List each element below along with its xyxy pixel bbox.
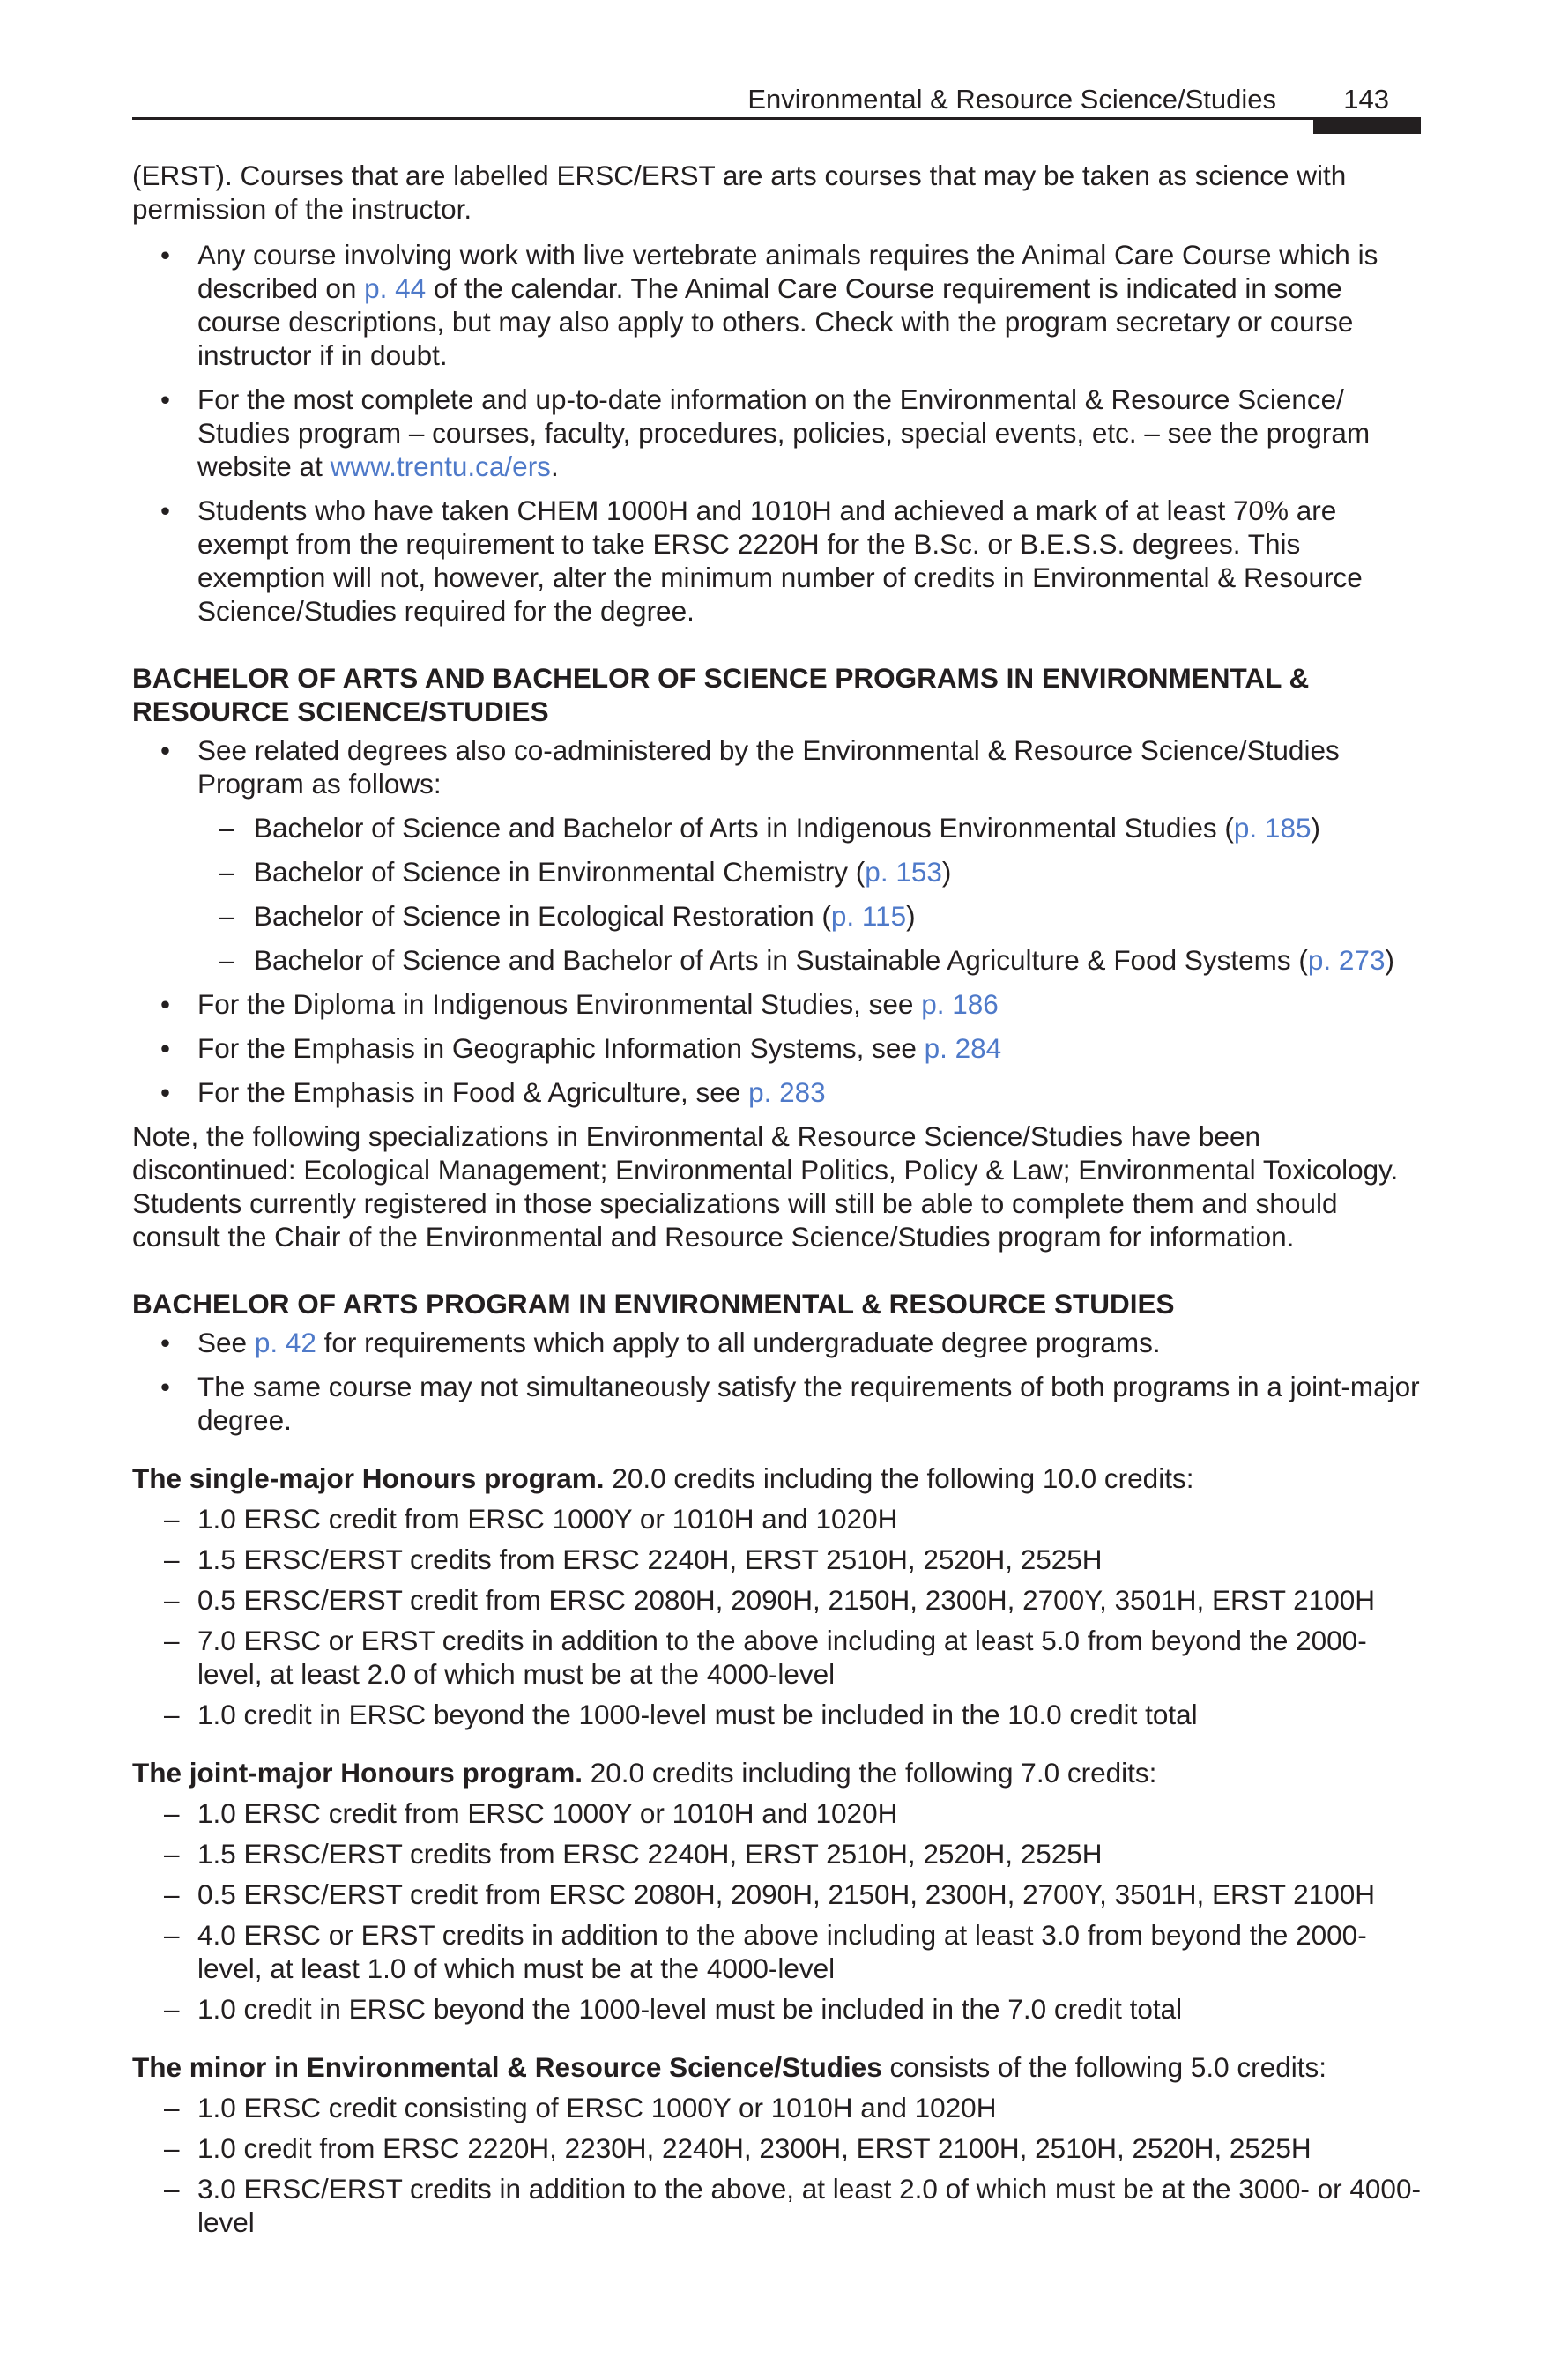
related-degree-text: ) (906, 900, 916, 932)
bullet-chem-exemption: • Students who have taken CHEM 1000H and 1010H and achieved a mark of at least 70% are exempt from the requirement to take ERSC 2220H for the B.Sc. or B.E.S.S. degrees. This exemption will not, however, alter the minimum number of credits in Environmental & Resource Science/Studies required for the degree. (132, 494, 1421, 628)
link-p42[interactable]: p. 42 (254, 1327, 316, 1358)
link-p153[interactable]: p. 153 (865, 856, 942, 888)
requirement-item: – 7.0 ERSC or ERST credits in addition to the above including at least 5.0 from beyond the 2000-level, at least 2.0 of which must be at the 4000-level (132, 1624, 1421, 1691)
bullet-text: For the Emphasis in Geographic Information Systems, see (197, 1032, 925, 1064)
bullet-text: For the most complete and up-to-date information on the Environmental & Resource Science/ Studies program – courses, faculty, procedures, policies, special events, etc. – see the program website at (197, 383, 1371, 482)
heading-ba: BACHELOR OF ARTS PROGRAM IN ENVIRONMENTAL & RESOURCE STUDIES (132, 1288, 1175, 1320)
link-p115[interactable]: p. 115 (830, 900, 907, 932)
page-number: 143 (1343, 84, 1389, 115)
bullet-food-emphasis (132, 1075, 1421, 1109)
requirement-item: – 1.5 ERSC/ERST credits from ERSC 2240H, ERST 2510H, 2520H, 2525H (132, 1543, 1421, 1576)
link-p185[interactable]: p. 185 (1233, 812, 1312, 844)
bullet-gis-emphasis (132, 1031, 1421, 1065)
link-p273[interactable]: p. 273 (1307, 944, 1386, 976)
running-header-title: Environmental & Resource Science/Studies (747, 84, 1276, 115)
joint-major-header (132, 1756, 1421, 1789)
requirement-item: – 1.0 credit from ERSC 2220H, 2230H, 2240H, 2300H, ERST 2100H, 2510H, 2520H, 2525H (132, 2131, 1421, 2165)
requirement-item: – 1.5 ERSC/ERST credits from ERSC 2240H, ERST 2510H, 2520H, 2525H (132, 1837, 1421, 1871)
link-p284[interactable]: p. 284 (924, 1032, 1002, 1064)
single-major-desc: 20.0 credits including the following 10.0 credits: (604, 1462, 1194, 1494)
requirement-item: – 3.0 ERSC/ERST credits in addition to the above, at least 2.0 of which must be at the 3000- or 4000-level (132, 2172, 1421, 2239)
related-degree-text: Bachelor of Science and Bachelor of Arts in Indigenous Environmental Studies ( (254, 812, 1234, 844)
link-p44[interactable]: p. 44 (364, 272, 427, 304)
bullet-text: for requirements which apply to all undergraduate degree programs. (316, 1327, 1161, 1358)
page-content (132, 159, 1421, 2246)
bullet-text: Any course involving work with live vertebrate animals requires the Animal Care Course which is described on (197, 239, 1378, 304)
bullet-text: For the Diploma in Indigenous Environmental Studies, see (197, 988, 922, 1020)
related-degree-item (132, 899, 1421, 933)
bullet-see-p42 (132, 1326, 1421, 1359)
related-degree-text: ) (941, 856, 952, 888)
continued-paragraph: (ERST). Courses that are labelled ERSC/ERST are arts courses that may be taken as science with permission of the instructor. (132, 160, 1347, 225)
requirement-item: – 1.0 credit in ERSC beyond the 1000-level must be included in the 10.0 credit total (132, 1698, 1421, 1731)
single-major-title: The single-major Honours program. (132, 1462, 605, 1494)
requirement-item: – 0.5 ERSC/ERST credit from ERSC 2080H, 2090H, 2150H, 2300H, 2700Y, 3501H, ERST 2100H (132, 1878, 1421, 1911)
minor-title: The minor in Environmental & Resource Science/Studies (132, 2051, 882, 2083)
heading-ba-bsc: BACHELOR OF ARTS AND BACHELOR OF SCIENCE PROGRAMS IN ENVIRONMENTAL & RESOURCE SCIENCE/STUDIES (132, 662, 1310, 727)
minor-header (132, 2050, 1421, 2084)
minor-desc: consists of the following 5.0 credits: (881, 2051, 1326, 2083)
page-header (132, 76, 1421, 120)
bullet-website (132, 383, 1421, 483)
bullet-joint-major-rule: • The same course may not simultaneously satisfy the requirements of both programs in a joint-major degree. (132, 1370, 1421, 1437)
joint-major-title: The joint-major Honours program. (132, 1757, 583, 1789)
related-degree-text: ) (1385, 944, 1394, 976)
joint-major-desc: 20.0 credits including the following 7.0 credits: (583, 1757, 1157, 1789)
related-degree-item (132, 811, 1421, 844)
link-p186[interactable]: p. 186 (921, 988, 999, 1020)
requirement-item: – 1.0 credit in ERSC beyond the 1000-level must be included in the 7.0 credit total (132, 1992, 1421, 2026)
related-degree-text: Bachelor of Science in Environmental Chemistry ( (254, 856, 866, 888)
bullet-text: See (197, 1327, 255, 1358)
requirement-item: – 1.0 ERSC credit from ERSC 1000Y or 1010H and 1020H (132, 1796, 1421, 1830)
single-major-header (132, 1461, 1421, 1495)
note-discontinued: Note, the following specializations in Environmental & Resource Science/Studies have been discontinued: Ecological Management; Environmental Politics, Policy & Law; Environmental Toxicology. Students currently registered in those specializations will still be able to complete them and should consult the Chair of the Environmental and Resource Science/Studies program for information. (132, 1120, 1399, 1253)
related-degree-item (132, 943, 1421, 977)
requirement-item: – 4.0 ERSC or ERST credits in addition to the above including at least 3.0 from beyond the 2000-level, at least 1.0 of which must be at the 4000-level (132, 1918, 1421, 1985)
requirement-item: – 0.5 ERSC/ERST credit from ERSC 2080H, 2090H, 2150H, 2300H, 2700Y, 3501H, ERST 2100H (132, 1583, 1421, 1617)
link-program-website[interactable]: www.trentu.ca/ers (330, 450, 551, 482)
link-p283[interactable]: p. 283 (748, 1076, 826, 1108)
related-degree-text: ) (1311, 812, 1320, 844)
bullet-text: . (550, 450, 559, 482)
bullet-related-degrees: • See related degrees also co-administered by the Environmental & Resource Science/Studies Program as follows: (132, 733, 1421, 800)
related-degree-item (132, 855, 1421, 889)
bullet-animal-care (132, 238, 1421, 372)
requirement-item: – 1.0 ERSC credit consisting of ERSC 1000Y or 1010H and 1020H (132, 2091, 1421, 2124)
bullet-text: of the calendar. The Animal Care Course requirement is indicated in some course descriptions, but may also apply to others. Check with the program secretary or course instructor if in doubt. (197, 272, 1354, 371)
bullet-diploma (132, 987, 1421, 1021)
related-degree-text: Bachelor of Science and Bachelor of Arts in Sustainable Agriculture & Food Systems ( (254, 944, 1308, 976)
page-number-bar (1313, 120, 1421, 134)
related-degree-text: Bachelor of Science in Ecological Restoration ( (254, 900, 831, 932)
requirement-item: – 1.0 ERSC credit from ERSC 1000Y or 1010H and 1020H (132, 1502, 1421, 1536)
bullet-text: For the Emphasis in Food & Agriculture, see (197, 1076, 749, 1108)
